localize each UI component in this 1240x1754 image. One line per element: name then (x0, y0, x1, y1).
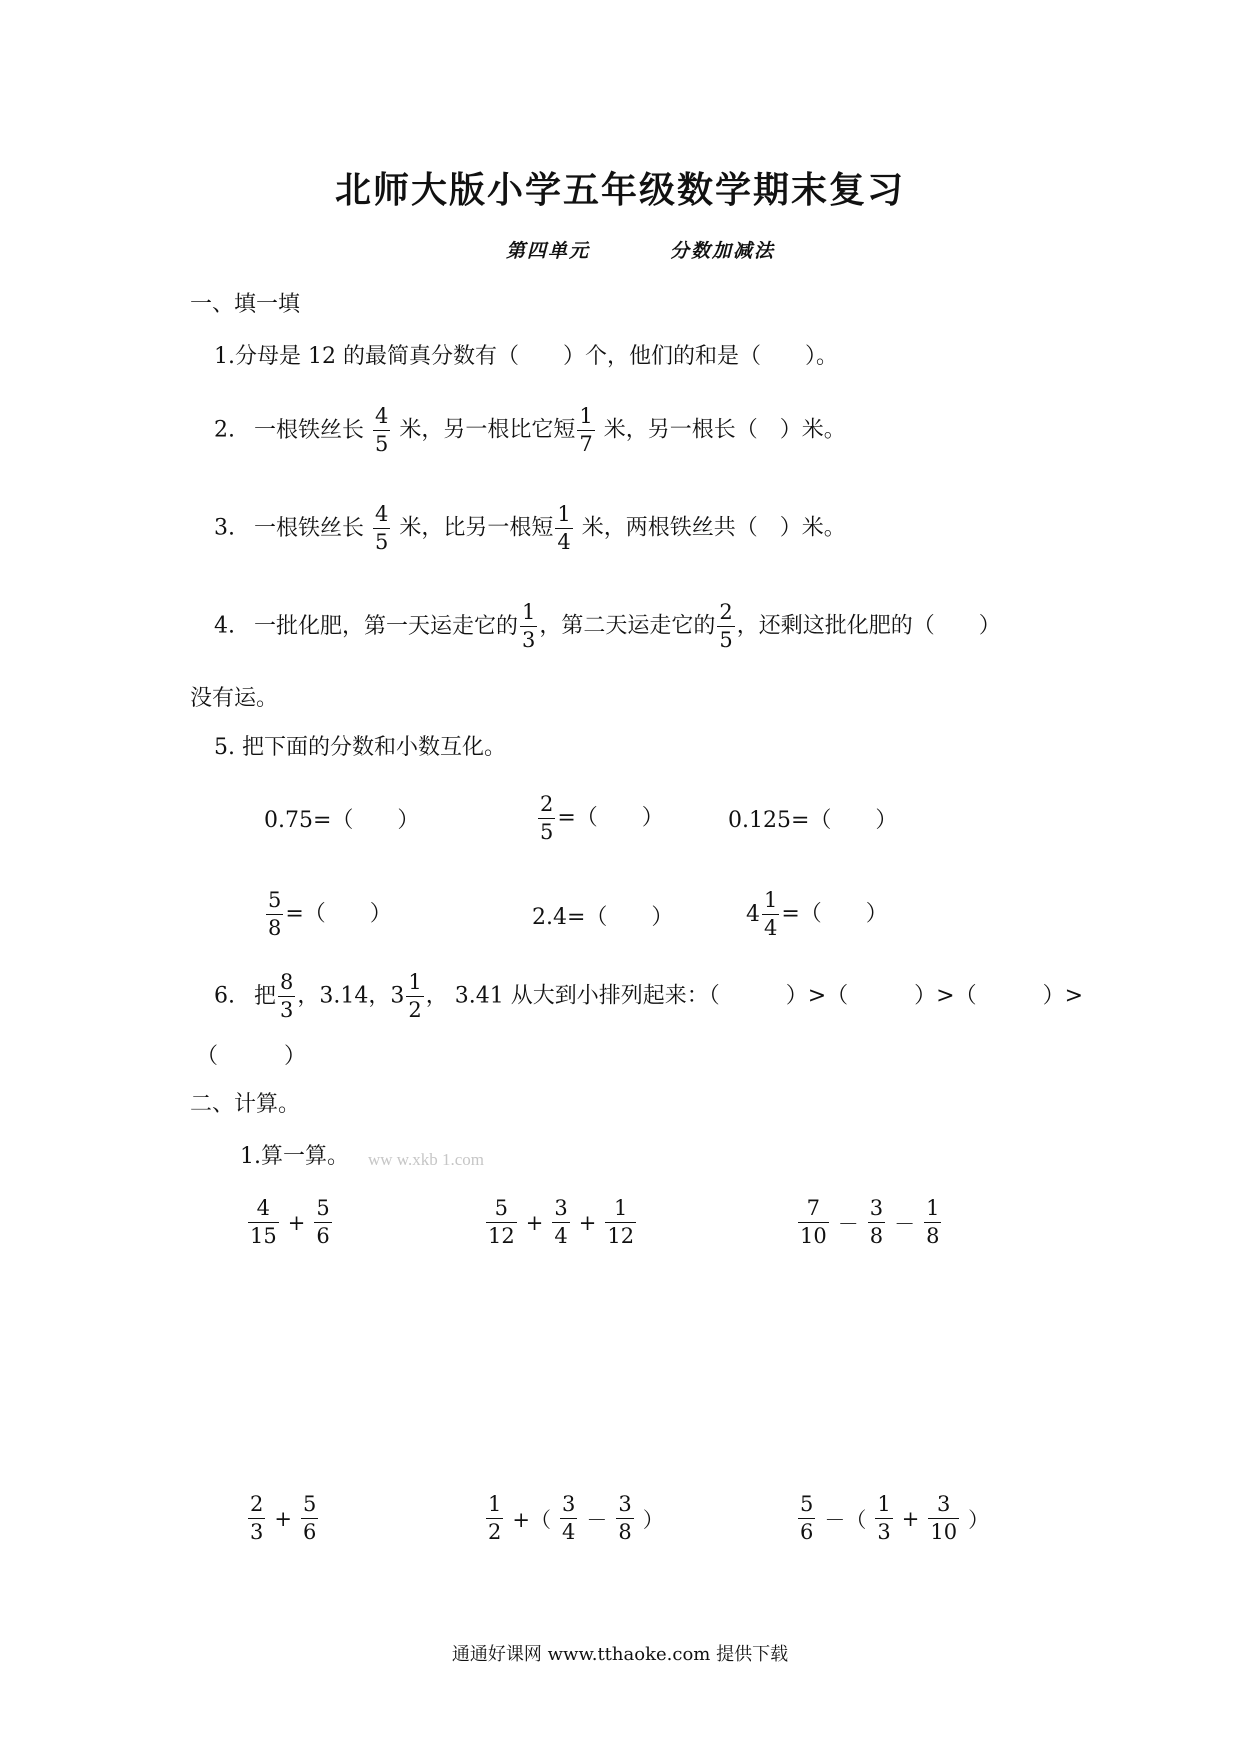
q5-item-1: 0.75=（ ） (264, 808, 420, 833)
operator: －（ (824, 1507, 867, 1532)
mixed-whole: 4 (746, 901, 760, 927)
fraction (928, 1494, 959, 1543)
denominator: 6 (302, 1520, 317, 1544)
question-3 (214, 504, 846, 553)
q5-item-3: 0.125=（ ） (728, 808, 898, 833)
fraction (314, 1198, 331, 1247)
numerator: 3 (618, 1492, 632, 1516)
denominator: 8 (869, 1224, 884, 1248)
numerator: 4 (375, 404, 389, 428)
denominator: 2 (488, 1520, 502, 1544)
q5-item-6-blank: =（ ） (781, 901, 888, 927)
q2-text-b: 米，另一根比它短 (399, 417, 576, 443)
operator: + (274, 1506, 292, 1531)
denominator: 3 (280, 998, 294, 1022)
numerator: 3 (937, 1492, 951, 1516)
page-title: 北师大版小学五年级数学期末复习 (334, 169, 905, 211)
fraction (301, 1494, 318, 1543)
numerator: 5 (302, 1492, 317, 1516)
fraction (798, 1494, 815, 1543)
numerator: 5 (316, 1196, 330, 1220)
numerator: 5 (494, 1196, 509, 1220)
q5-item-4 (264, 890, 392, 939)
numerator: 8 (280, 970, 294, 994)
numerator: 1 (522, 600, 536, 624)
page-footer: 通通好课网 www.tthaoke.com 提供下载 (451, 1644, 789, 1665)
numerator: 1 (877, 1492, 891, 1516)
denominator: 8 (618, 1520, 632, 1544)
question-1: 1.分母是 12 的最简真分数有（ ）个，他们的和是（ ）。 (214, 344, 838, 369)
fraction (552, 1198, 569, 1247)
q6-number: 6. (214, 983, 235, 1009)
operator: + (578, 1210, 597, 1235)
q6-text-c: ， 3.41 从大到小排列起来：（ ）>（ ）>（ ）> (425, 983, 1084, 1009)
numerator: 3 (869, 1196, 884, 1220)
fraction (875, 1494, 892, 1543)
q4-number: 4. (214, 613, 235, 639)
fraction (248, 1494, 265, 1543)
q4-text-a: 一批化肥，第一天运走它的 (254, 613, 519, 639)
q3-text-b: 米，比另一根短 (399, 515, 554, 541)
denominator: 12 (488, 1224, 515, 1248)
denominator: 3 (250, 1520, 264, 1544)
numerator: 5 (800, 1492, 814, 1516)
numerator: 1 (614, 1196, 628, 1220)
expression-2 (484, 1198, 638, 1247)
q6-continuation: （ ） (196, 1044, 307, 1069)
q5-item-2-blank: =（ ） (557, 805, 664, 831)
denominator: 2 (408, 998, 422, 1022)
operator: － (586, 1507, 608, 1532)
denominator: 3 (877, 1520, 891, 1544)
numerator: 2 (250, 1492, 264, 1516)
paren-close: ） (968, 1507, 990, 1532)
denominator: 4 (557, 530, 571, 554)
q5-item-4-fraction (266, 890, 283, 939)
q6-text-a: 把 (254, 983, 277, 1009)
q5-item-5: 2.4=（ ） (532, 905, 674, 930)
question-4 (214, 602, 1001, 651)
operator: － (894, 1211, 916, 1236)
subsection-compute: 1.算一算。 (240, 1144, 349, 1169)
q2-text-a: 一根铁丝长 (254, 417, 365, 443)
q2-text-c: 米，另一根长（ ）米。 (603, 417, 846, 443)
paren-close: ） (642, 1507, 664, 1532)
q5-item-2 (536, 794, 664, 843)
numerator: 1 (579, 404, 593, 428)
q6-fraction-1 (278, 972, 295, 1021)
fraction (616, 1494, 633, 1543)
numerator: 7 (806, 1196, 821, 1220)
fraction (248, 1198, 279, 1247)
fraction (486, 1494, 503, 1543)
denominator: 4 (554, 1224, 568, 1248)
numerator: 3 (554, 1196, 568, 1220)
expression-6 (796, 1494, 996, 1543)
q2-fraction-2 (577, 406, 594, 455)
fraction (486, 1198, 517, 1247)
operator: + (525, 1210, 544, 1235)
denominator: 10 (930, 1520, 958, 1544)
watermark-text: ww w.xkb 1.com (368, 1150, 484, 1169)
operator: + (901, 1506, 920, 1531)
denominator: 5 (540, 820, 554, 844)
question-5: 5. 把下面的分数和小数互化。 (214, 735, 506, 760)
topic-label: 分数加减法 (670, 240, 776, 262)
denominator: 4 (561, 1520, 576, 1544)
denominator: 15 (250, 1224, 277, 1248)
q6-fraction-2 (406, 972, 423, 1021)
operator: +（ (512, 1507, 551, 1532)
denominator: 10 (800, 1224, 827, 1248)
denominator: 5 (375, 530, 389, 554)
q6-text-b: ，3.14，3 (297, 983, 405, 1009)
q2-fraction-1 (373, 406, 390, 455)
fraction (560, 1494, 577, 1543)
denominator: 7 (579, 432, 593, 456)
q5-item-2-fraction (538, 794, 555, 843)
unit-label: 第四单元 (506, 240, 591, 262)
q3-fraction-2 (555, 504, 572, 553)
expression-1 (246, 1198, 334, 1247)
denominator: 3 (522, 628, 536, 652)
fraction (798, 1198, 829, 1247)
numerator: 1 (557, 502, 571, 526)
numerator: 5 (268, 888, 282, 912)
question-6 (214, 972, 1083, 1021)
q4-continuation: 没有运。 (190, 686, 279, 711)
expression-5 (484, 1494, 671, 1543)
q3-fraction-1 (373, 504, 390, 553)
numerator: 2 (719, 600, 733, 624)
expression-4 (246, 1494, 320, 1543)
q3-text-c: 米，两根铁丝共（ ）米。 (581, 515, 846, 541)
fraction (924, 1198, 941, 1247)
denominator: 8 (926, 1224, 940, 1248)
section-heading-calc: 二、计算。 (190, 1092, 301, 1117)
numerator: 4 (375, 502, 389, 526)
section-heading-fill: 一、填一填 (190, 292, 301, 317)
denominator: 5 (375, 432, 389, 456)
q3-text-a: 一根铁丝长 (254, 515, 365, 541)
q2-number: 2. (214, 417, 235, 443)
q5-item-6-fraction (762, 890, 779, 939)
expression-3 (796, 1198, 943, 1247)
denominator: 8 (268, 916, 282, 940)
q3-number: 3. (214, 515, 235, 541)
q4-text-c: ，还剩这批化肥的（ ） (736, 613, 1001, 639)
fraction (605, 1198, 636, 1247)
operator: + (287, 1210, 306, 1235)
denominator: 4 (764, 916, 778, 940)
denominator: 5 (719, 628, 733, 652)
numerator: 1 (408, 970, 422, 994)
numerator: 1 (764, 888, 778, 912)
denominator: 12 (607, 1224, 635, 1248)
numerator: 2 (540, 792, 554, 816)
numerator: 4 (256, 1196, 271, 1220)
numerator: 1 (488, 1492, 502, 1516)
question-2 (214, 406, 846, 455)
fraction (868, 1198, 885, 1247)
q4-text-b: ，第二天运走它的 (539, 613, 716, 639)
numerator: 3 (561, 1492, 576, 1516)
q5-item-6 (746, 890, 888, 939)
q4-fraction-1 (520, 602, 537, 651)
operator: － (837, 1211, 859, 1236)
numerator: 1 (926, 1196, 940, 1220)
q5-item-4-blank: =（ ） (285, 901, 392, 927)
denominator: 6 (800, 1520, 814, 1544)
denominator: 6 (316, 1224, 330, 1248)
q4-fraction-2 (717, 602, 734, 651)
